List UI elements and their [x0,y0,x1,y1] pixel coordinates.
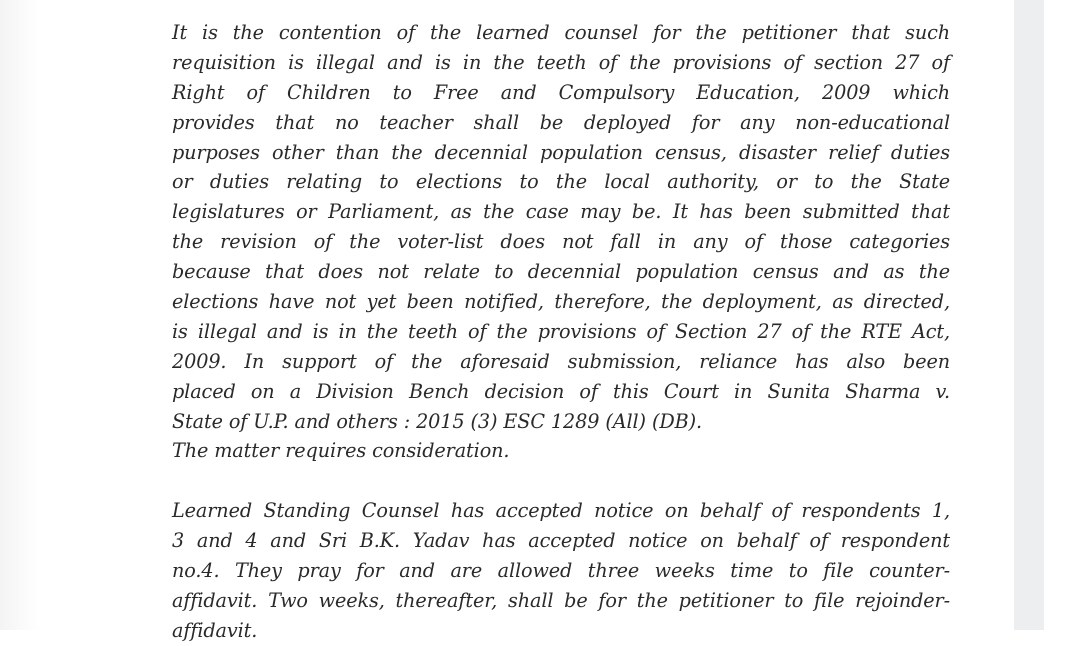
text-line: requisition is illegal and is in the teeth of the provisions of section 27 of [172,50,950,74]
text-line: 3 and 4 and Sri B.K. Yadav has accepted notice on behalf of respondent [172,529,950,553]
text-line: affidavit. Two weeks, thereafter, shall be for the petitioner to file rejoinder- [172,589,950,613]
text-line: 2009. In support of the aforesaid submission, reliance has also been [172,349,950,373]
text-line: Learned Standing Counsel has accepted notice on behalf of respondents 1, [172,499,950,523]
text-line: placed on a Division Bench decision of this Court in Sunita Sharma v. [172,379,950,403]
text-line: The matter requires consideration. [172,439,510,463]
text-line: It is the contention of the learned counsel for the petitioner that such [172,21,950,44]
paragraph-notice [172,496,950,642]
text-line-cut-off: affidavit. [172,618,258,642]
text-line: State of U.P. and others : 2015 (3) ESC 1289 (All) (DB). [172,409,702,433]
page-margin-strip [1014,0,1044,630]
text-line: elections have not yet been notified, therefore, the deployment, as directed, [172,290,950,314]
paragraph-contention [172,18,950,466]
text-line: legislatures or Parliament, as the case may be. It has been submitted that [172,200,950,224]
paragraph-gap [172,466,950,496]
text-line: provides that no teacher shall be deployed for any non-educational [172,110,950,134]
text-line: no.4. They pray for and are allowed three weeks time to file counter- [172,559,950,583]
text-line: because that does not relate to decennial population census and as the [172,260,950,284]
page-edge-shadow [0,0,40,630]
text-line: Right of Children to Free and Compulsory Education, 2009 which [172,80,950,104]
text-line: purposes other than the decennial population census, disaster relief duties [172,140,950,164]
document-body [172,18,950,642]
text-line: the revision of the voter-list does not fall in any of those categories [172,230,950,254]
text-line: is illegal and is in the teeth of the provisions of Section 27 of the RTE Act, [172,319,950,343]
text-line: or duties relating to elections to the local authority, or to the State [172,170,950,194]
